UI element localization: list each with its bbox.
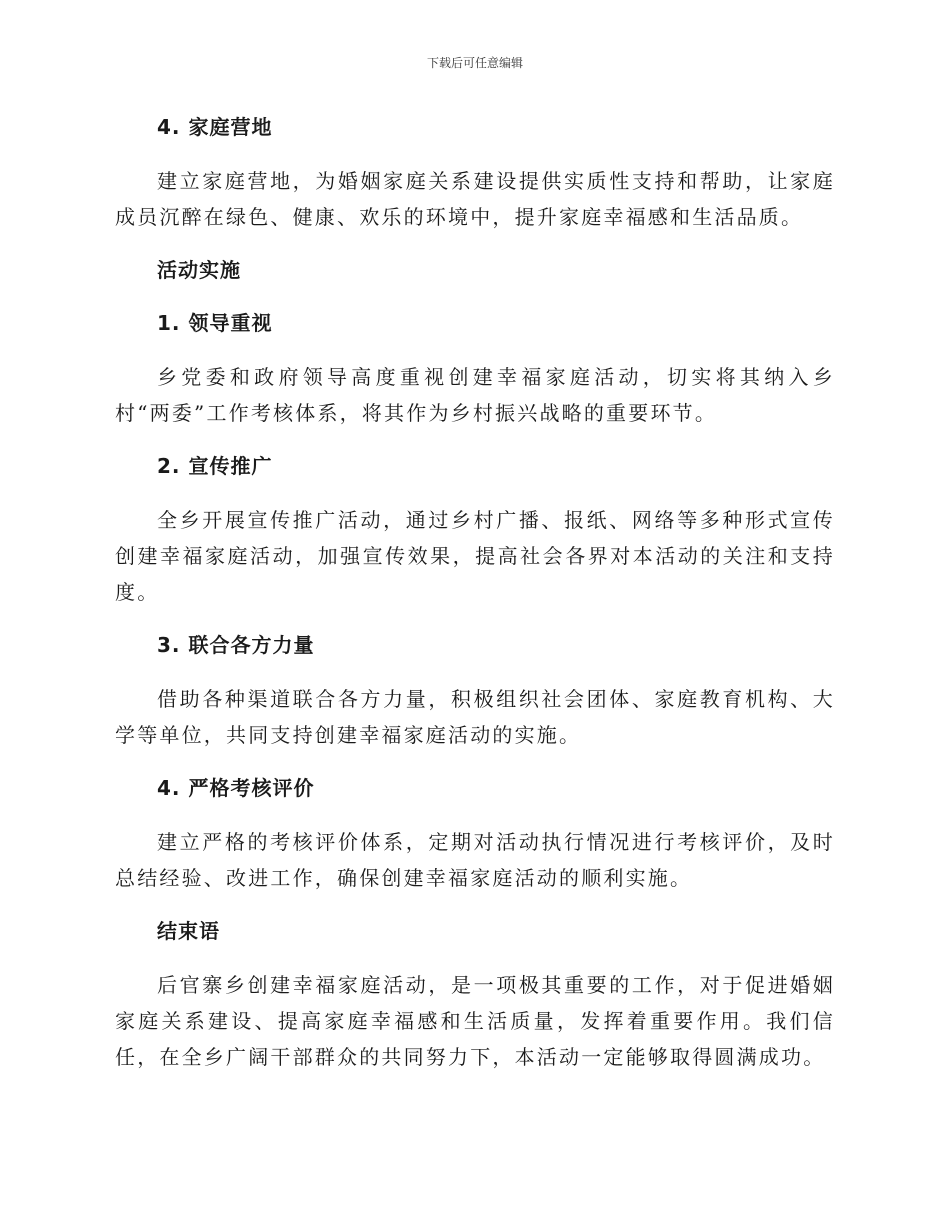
header-note: 下载后可任意编辑 <box>426 56 523 70</box>
paragraph-evaluation: 建立严格的考核评价体系，定期对活动执行情况进行考核评价，及时总结经验、改进工作，确保创建幸福家庭活动的顺利实施。 <box>115 830 835 890</box>
section-heading-conclusion: 结束语 <box>157 919 220 943</box>
paragraph-promotion: 全乡开展宣传推广活动，通过乡村广播、报纸、网络等多种形式宣传创建幸福家庭活动，加强宣传效果，提高社会各界对本活动的关注和支持度。 <box>115 508 835 604</box>
paragraph-leadership: 乡党委和政府领导高度重视创建幸福家庭活动，切实将其纳入乡村“两委”工作考核体系，将其作为乡村振兴战略的重要环节。 <box>115 365 835 425</box>
paragraph-conclusion: 后官寨乡创建幸福家庭活动，是一项极其重要的工作，对于促进婚姻家庭关系建设、提高家庭幸福感和生活质量，发挥着重要作用。我们信任，在全乡广阔干部群众的共同努力下，本活动一定能够取得圆满成功。 <box>115 973 835 1069</box>
section-heading-evaluation: 4. 严格考核评价 <box>157 776 315 800</box>
section-heading-leadership: 1. 领导重视 <box>157 311 273 335</box>
document-body <box>115 110 835 1075</box>
section-heading-promotion: 2. 宣传推广 <box>157 454 273 478</box>
section-heading-implementation: 活动实施 <box>157 258 241 282</box>
paragraph-alliance: 借助各种渠道联合各方力量，积极组织社会团体、家庭教育机构、大学等单位，共同支持创建幸福家庭活动的实施。 <box>115 687 835 747</box>
paragraph-family-camp: 建立家庭营地，为婚姻家庭关系建设提供实质性支持和帮助，让家庭成员沉醉在绿色、健康、欢乐的环境中，提升家庭幸福感和生活品质。 <box>115 169 835 229</box>
section-heading-family-camp: 4. 家庭营地 <box>157 115 273 139</box>
section-heading-alliance: 3. 联合各方力量 <box>157 633 315 657</box>
